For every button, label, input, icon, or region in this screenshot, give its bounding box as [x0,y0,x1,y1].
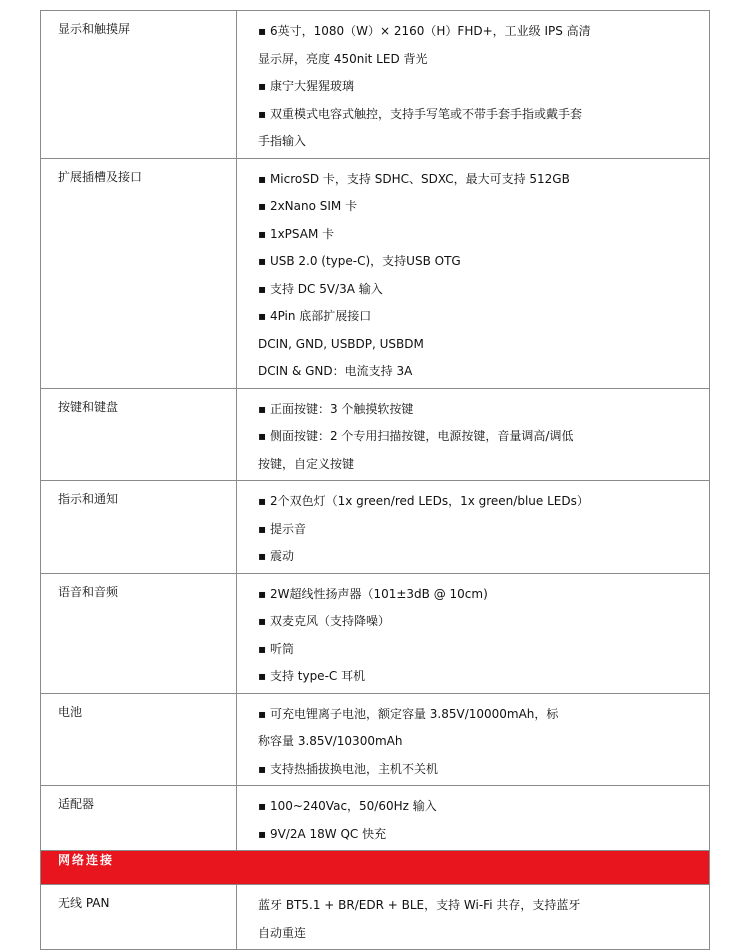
spec-value-line: ▪ 2个双色灯（1x green/red LEDs，1x green/blue LEDs） [258,494,589,508]
spec-label-cell [41,158,237,388]
spec-row [41,11,710,159]
spec-value-cell [237,11,710,159]
spec-value-line: ▪ 康宁大猩猩玻璃 [258,79,354,93]
spec-value-line: 自动重连 [258,925,307,940]
spec-value-line: ▪ 双麦克风（支持降噪） [258,614,390,628]
section-header-row [41,851,710,885]
spec-row [41,158,710,388]
spec-value-line: ▪ 2xNano SIM 卡 [258,199,358,213]
spec-value-line: ▪ 提示音 [258,521,306,536]
spec-value-line: 手指输入 [258,134,307,148]
spec-value-line: ▪ 可充电锂离子电池，额定容量 3.85V/10000mAh，标 [258,706,559,721]
spec-value-line: ▪ 听筒 [258,641,294,656]
spec-value-line: ▪ 4Pin 底部扩展接口 [258,309,372,323]
spec-value-line: ▪ 9V/2A 18W QC 快充 [258,826,387,841]
spec-value-line: 称容量 3.85V/10300mAh [258,734,403,748]
spec-label: 扩展插槽及接口 [58,169,143,184]
spec-value-cell [237,693,710,786]
spec-value-line: ▪ 震动 [258,549,294,563]
spec-row [41,388,710,481]
spec-value-line: ▪ 100~240Vac，50/60Hz 输入 [258,799,437,813]
spec-row [41,573,710,693]
spec-label: 无线 PAN [58,896,110,910]
spec-label: 指示和通知 [58,492,119,506]
spec-value-cell [237,786,710,851]
spec-label-cell [41,786,237,851]
spec-label-cell [41,693,237,786]
spec-row [41,481,710,574]
spec-label: 电池 [58,704,83,719]
spec-value-cell [237,573,710,693]
spec-value-line: ▪ 支持 DC 5V/3A 输入 [258,281,383,296]
spec-value-line: ▪ 侧面按键：2 个专用扫描按键，电源按键，音量调高/调低 [258,429,574,443]
spec-label-cell [41,11,237,159]
spec-value-line: DCIN & GND：电流支持 3A [258,364,413,378]
spec-value-line: ▪ 支持热插拔换电池，主机不关机 [258,761,438,776]
spec-value-line: 蓝牙 BT5.1 + BR/EDR + BLE，支持 Wi-Fi 共存，支持蓝牙 [258,898,581,912]
spec-label: 按键和键盘 [58,399,119,414]
spec-row [41,885,710,950]
spec-table [40,10,710,950]
spec-value-line: 显示屏，亮度 450nit LED 背光 [258,51,428,66]
spec-value-cell [237,481,710,574]
spec-value-line: 按键，自定义按键 [258,456,355,471]
spec-value-line: ▪ 6英寸，1080（W）× 2160（H）FHD+，工业级 IPS 高清 [258,24,591,38]
spec-value-line: ▪ 2W超线性扬声器（101±3dB @ 10cm) [258,586,488,601]
spec-value-line: ▪ MicroSD 卡，支持 SDHC、SDXC，最大可支持 512GB [258,171,570,186]
spec-row [41,786,710,851]
spec-label: 显示和触摸屏 [58,22,131,36]
spec-label-cell [41,885,237,950]
spec-value-line: ▪ 支持 type-C 耳机 [258,669,366,683]
spec-value-line: DCIN, GND, USBDP, USBDM [258,336,424,351]
spec-value-cell [237,388,710,481]
spec-value-line: ▪ 双重模式电容式触控，支持手写笔或不带手套手指或戴手套 [258,106,582,121]
spec-value-line: ▪ 正面按键：3 个触摸软按键 [258,401,414,416]
spec-label-cell [41,481,237,574]
spec-row [41,693,710,786]
spec-label: 语音和音频 [58,584,119,599]
spec-body [41,11,710,950]
spec-value-line: ▪ USB 2.0 (type-C)，支持USB OTG [258,254,461,268]
spec-value-line: ▪ 1xPSAM 卡 [258,226,335,241]
spec-value-cell [237,158,710,388]
section-title: 网络连接 [41,851,710,885]
spec-value-cell [237,885,710,950]
spec-label: 适配器 [58,797,95,811]
spec-label-cell [41,388,237,481]
spec-label-cell [41,573,237,693]
